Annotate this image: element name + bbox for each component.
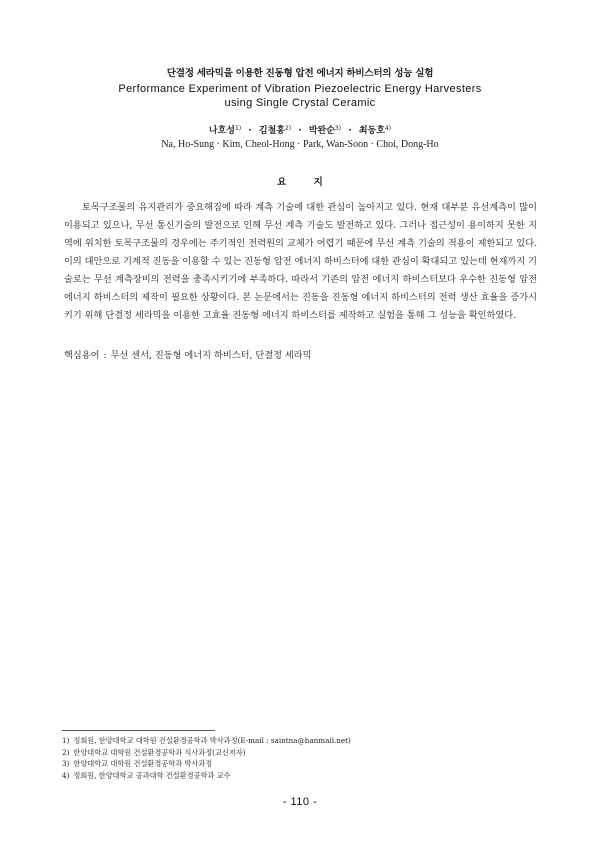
paper-title-korean: 단결정 세라믹을 이용한 진동형 압전 에너지 하비스터의 성능 실험 [166,68,434,79]
keywords-label: 핵심용어 [64,350,100,361]
author-footnote-mark: 4) [384,125,392,132]
keywords-separator: : [103,350,107,361]
footnote-mark: 2) [62,747,70,757]
author-separator: · [348,126,352,136]
author-footnote-mark: 1) [235,125,242,132]
footnote-text: 정회원, 한양대학교 대학원 건설환경공학과 박사과정(E-mail : saintna@hanmail.net) [73,736,351,745]
author-separator: · [248,126,252,136]
footnote-text: 한양대학교 대학원 건설환경공학과 박사과정 [73,759,213,769]
page-number: - 110 - [282,796,318,808]
footnote-mark: 4) [62,770,70,780]
footnote-item [62,770,538,782]
paper-title-english-line-1: Performance Experiment of Vibration Piezoelectric Energy Harvesters [118,82,482,95]
author-name: 박완순 [308,126,335,136]
footnote-divider [62,730,215,731]
footnote-text: 정회원, 한양대학교 공과대학 건설환경공학과 교수 [73,770,231,780]
paper-title [0,67,600,111]
footnote-text: 한양대학교 대학원 건설환경공학과 석사과정(교신저자) [73,747,246,757]
author-name: 나호성 [208,126,235,136]
footnote-item [62,735,538,747]
author-name: 김철홍 [258,126,285,136]
abstract-body: 토목구조물의 유지관리가 중요해짐에 따라 계측 기술에 대한 관심이 높아지고 있다. 현재 대부분 유선계측이 많이 이용되고 있으나, 무선 통신기술의 발전으로 인해 무선 계측 기술도 발전하고 있다. 그러나 접근성이 용이하지 못한 지역에 위치한 토목구조물의 경우에는 주기적인 전력원의 교체가 어렵기 때문에 무선 계측 기술의 적용이 제한되고 있다. 이의 대안으로 기계적 진동을 이용할 수 있는 진동형 압전 에너지 하비스터에 대한 관심이 확대되고 있는데 현재까지 기술로는 무선 계측장비의 전력을 충족시키기에 부족하다. 따라서 기존의 압전 에너지 하비스터보다 우수한 진동형 압전 에너지 하비스터의 제작이 필요한 상황이다. 본 논문에서는 진동을 진동형 에너지 하비스터의 전력 생산 효율을 증가시키기 위해 단결정 세라믹을 이용한 고효율 진동형 에너지 하비스터를 제작하고 실험을 통해 그 성능을 확인하였다. [64,202,537,321]
footnote-item [62,758,538,770]
author-list-english: Na, Ho-Sung · Kim, Cheol-Hong · Park, Wan-Soon · Choi, Dong-Ho [161,139,439,150]
footnote-mark: 3) [62,759,70,769]
author-list-korean [0,124,600,138]
author-separator: · [298,126,302,136]
keywords-text: 무선 센서, 진동형 에너지 하비스터, 단결정 세라믹 [110,350,312,361]
footnote-list [62,735,538,781]
footnote-mark: 1) [62,736,70,745]
abstract-heading: 요 지 [277,177,335,188]
keywords-line [64,347,537,365]
footnote-item [62,747,538,759]
paper-title-english-line-2: using Single Crystal Ceramic [224,97,376,109]
author-footnote-mark: 3) [334,125,342,132]
author-name: 최동호 [358,126,385,136]
author-footnote-mark: 2) [284,125,292,132]
